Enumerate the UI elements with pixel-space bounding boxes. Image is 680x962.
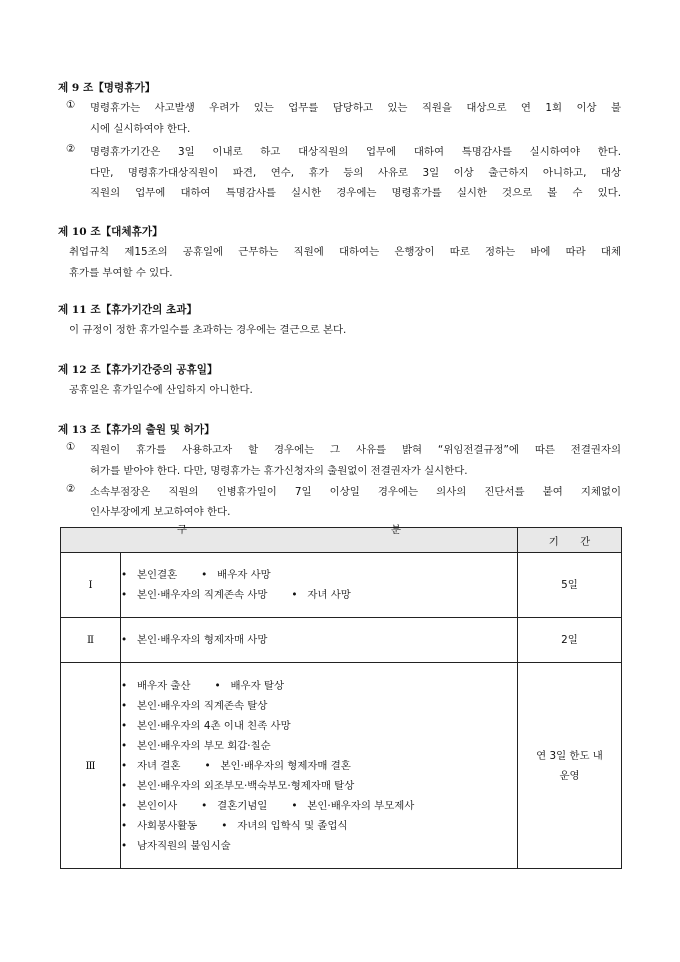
article-text-line: 휴가를 부여할 수 있다. [69,267,173,279]
article-13-title: 제 13 조【휴가의 출원 및 허가】 [58,424,215,436]
grade-cell: Ⅰ [61,553,121,618]
clause-text-line: 명령휴가기간은 3일 이내로 하고 대상직원의 업무에 대하여 특명감사를 실시하여야 한다. [90,146,621,158]
period-cell: 5일 [518,553,622,618]
clause-text-line: 다만, 명령휴가대상직원이 파견, 연수, 휴가 등의 사유로 3일 이상 출근하지 아니하고, 대상 [90,167,621,179]
grade-cell: Ⅲ [61,663,121,869]
article-10-title: 제 10 조【대체휴가】 [58,226,163,238]
article-9-title: 제 9 조【명령휴가】 [58,82,156,94]
leave-table [60,524,622,869]
table-row [61,618,622,663]
list-item: • 본인이사 • 결혼기념일 • 본인·배우자의 부모제사 [121,799,415,812]
header-category-char-1: 구 [177,524,188,536]
table-header-row [61,528,622,553]
article-text-line: 공휴일은 휴가일수에 산입하지 아니한다. [69,384,253,396]
period-line: 연 3일 한도 내 [536,749,603,762]
header-period: 기 간 [518,528,622,553]
table-row [61,663,622,869]
list-item: • 배우자 출산 • 배우자 탈상 [121,679,284,692]
grade-cell: Ⅱ [61,618,121,663]
clause-text-line: 시에 실시하여야 한다. [90,123,191,135]
bullet: • [121,589,128,601]
list-item: • 본인·배우자의 형제자매 사망 [121,630,517,650]
bullet: • [121,569,128,581]
article-11-title: 제 11 조【휴가기간의 초과】 [58,304,198,316]
items-cell [121,663,518,869]
header-category-char-2: 분 [391,524,402,536]
list-item: • 본인·배우자의 4촌 이내 친족 사망 [121,719,291,732]
list-item: • 사회봉사활동 • 자녀의 입학식 및 졸업식 [121,819,348,832]
items-cell [121,553,518,618]
clause-number: ① [66,441,76,453]
list-item: • 남자직원의 불임시술 [121,839,231,852]
clause-text-line: 허가를 받아야 한다. 다만, 명령휴가는 휴가신청자의 출원없이 전결권자가 실시한다. [90,465,468,477]
list-item: • 본인·배우자의 외조부모·백숙부모·형제자매 탈상 [121,779,355,792]
article-text-line: 취업규칙 제15조의 공휴일에 근무하는 직원에 대하여는 은행장이 따로 정하는 바에 따라 대체 [69,246,621,258]
clause-text-line: 직원의 업무에 대하여 특명감사를 실시한 경우에는 명령휴가를 실시한 것으로 볼 수 있다. [90,187,621,199]
list-item: • 본인·배우자의 직계존속 탈상 [121,699,268,712]
clause-number: ② [66,483,76,495]
period-cell: 2일 [518,618,622,663]
items-cell [121,618,518,663]
clause-text-line: 명령휴가는 사고발생 우려가 있는 업무를 담당하고 있는 직원을 대상으로 연 1회 이상 불 [90,102,621,114]
header-category [61,524,518,553]
article-12-title: 제 12 조【휴가기간중의 공휴일】 [58,364,218,376]
list-item: • 본인·배우자의 직계존속 사망 • 자녀 사망 [121,585,517,605]
bullet: • [291,589,298,601]
clause-text-line: 소속부점장은 직원의 인병휴가일이 7일 이상일 경우에는 의사의 진단서를 붙여 지체없이 [90,486,621,498]
table-row [61,553,622,618]
clause-number: ① [66,99,76,111]
period-cell [518,663,622,869]
clause-text-line: 직원이 휴가를 사용하고자 할 경우에는 그 사유를 밝혀 “위임전결규정”에 따른 전결권자의 [90,444,621,456]
list-item: • 본인·배우자의 부모 회갑·칠순 [121,739,271,752]
list-item: • 본인결혼 • 배우자 사망 [121,565,517,585]
clause-text-line: 인사부장에게 보고하여야 한다. [90,506,231,518]
article-text-line: 이 규정이 정한 휴가일수를 초과하는 경우에는 결근으로 본다. [69,324,347,336]
period-line: 운영 [559,769,580,782]
bullet: • [121,634,128,646]
clause-number: ② [66,143,76,155]
bullet: • [201,569,208,581]
list-item: • 자녀 결혼 • 본인·배우자의 형제자매 결혼 [121,759,351,772]
